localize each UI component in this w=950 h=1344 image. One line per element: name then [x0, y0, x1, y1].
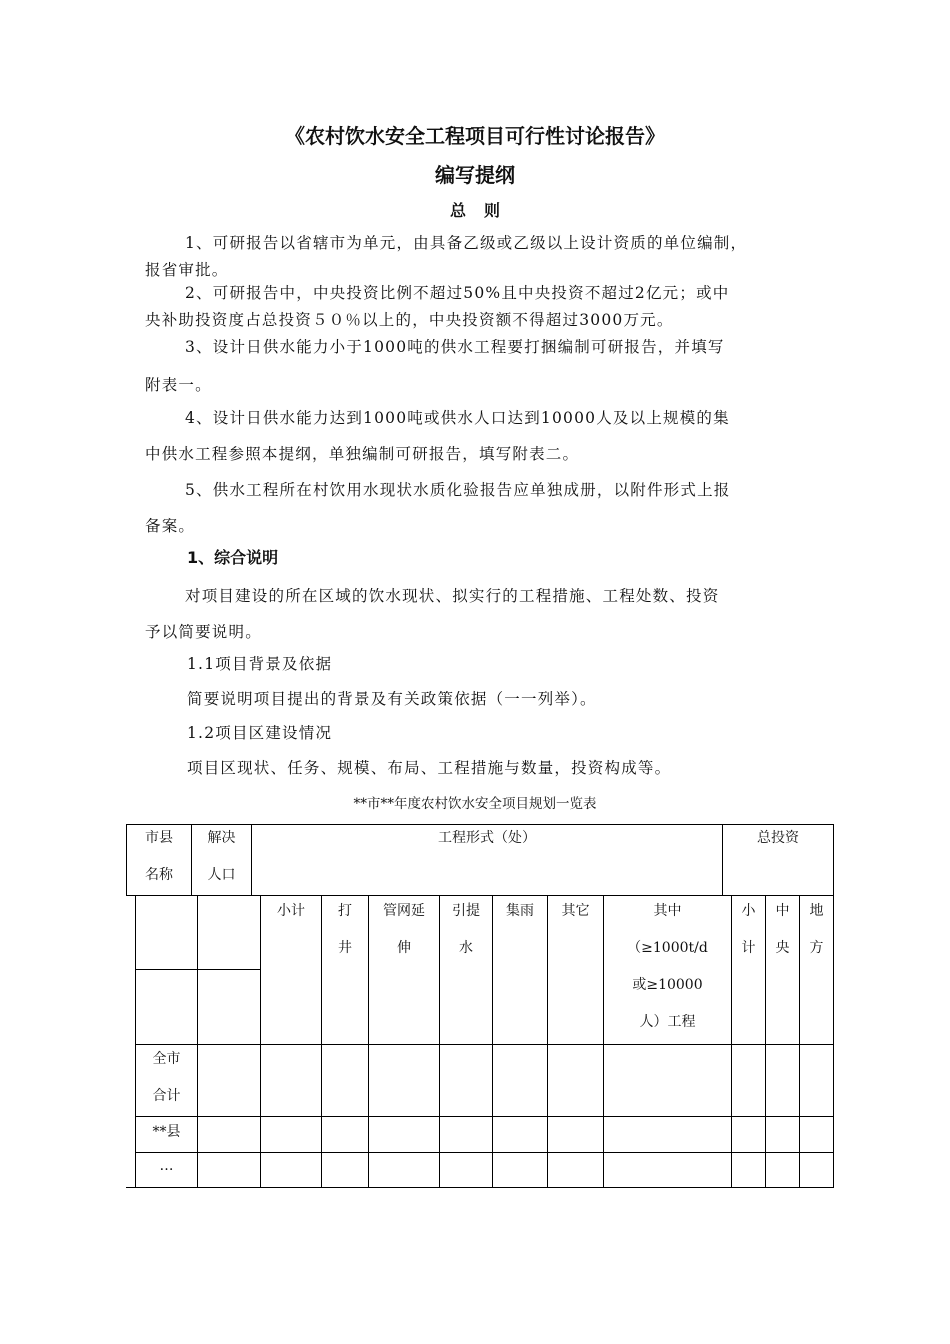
rule-paragraph: 1、可研报告以省辖市为单元，由具备乙级或乙级以上设计资质的单位编制， 报省审批。 — [145, 234, 748, 279]
header-large-projects: 其中 （≥1000t/d 或≥10000 人）工程 — [627, 903, 708, 1030]
section-1-2-text: 项目区现状、任务、规模、布局、工程措施与数量，投资构成等。 — [187, 759, 672, 777]
header-total-investment: 总投资 — [757, 830, 799, 846]
header-well: 打 井 — [338, 903, 352, 956]
header-pipe-extension: 管网延 伸 — [383, 903, 425, 956]
header-other: 其它 — [561, 903, 590, 919]
row-more: … — [159, 1158, 174, 1174]
header-investment-central: 中 央 — [775, 903, 790, 956]
section-1-heading: 1、综合说明 — [187, 548, 279, 567]
header-subtotal: 小计 — [277, 903, 305, 919]
header-city-name: 市县 名称 — [145, 830, 173, 883]
document-subtitle: 编写提纲 — [435, 163, 515, 187]
header-water-lift: 引提 水 — [452, 903, 480, 956]
row-city-total: 全市 合计 — [152, 1051, 181, 1104]
general-heading: 总则 — [449, 201, 518, 220]
header-rainwater: 集雨 — [506, 903, 534, 919]
rule-paragraph: 3、设计日供水能力小于1000吨的供水工程要打捆编制可研报告，并填写 附表一。 — [145, 338, 725, 394]
section-1-1-text: 简要说明项目提出的背景及有关政策依据（一一列举）。 — [187, 690, 597, 708]
table-caption: **市**年度农村饮水安全项目规划一览表 — [353, 796, 597, 812]
section-1-1-heading: 1.1项目背景及依据 — [187, 655, 333, 673]
rule-paragraph: 5、供水工程所在村饮用水现状水质化验报告应单独成册，以附件形式上报 备案。 — [145, 481, 731, 535]
rule-paragraph: 4、设计日供水能力达到1000吨或供水人口达到10000人及以上规模的集 中供水工程参照本提纲，单独编制可研报告，填写附表二。 — [145, 409, 730, 463]
section-1-2-heading: 1.2项目区建设情况 — [187, 724, 333, 742]
section-1-text: 对项目建设的所在区域的饮水现状、拟实行的工程措施、工程处数、投资 予以简要说明。 — [145, 587, 720, 641]
header-investment-local: 地 方 — [809, 903, 824, 956]
header-project-form: 工程形式（处） — [438, 830, 536, 846]
document-title: 《农村饮水安全工程项目可行性讨论报告》 — [285, 124, 665, 148]
rule-paragraph: 2、可研报告中，中央投资比例不超过50%且中央投资不超过2亿元；或中 央补助投资度占总投资５０％以上的，中央投资额不得超过3000万元。 — [145, 284, 730, 329]
header-population: 解决 人口 — [207, 830, 236, 883]
row-county: **县 — [152, 1124, 181, 1140]
header-investment-subtotal: 小 计 — [741, 903, 756, 956]
